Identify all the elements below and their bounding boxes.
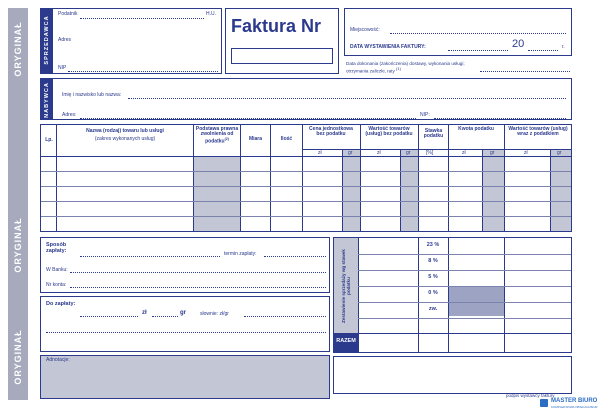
- notes-label: Adnotacje:: [46, 357, 70, 363]
- to-pay-zl: zł: [142, 310, 147, 316]
- seller-vat-mark: H.U.: [206, 11, 216, 17]
- seller-address-label: Adres: [58, 37, 72, 43]
- rates-row-3: [358, 286, 571, 287]
- notes-box: [40, 355, 330, 399]
- delivery-date-note: [346, 61, 478, 74]
- payment-method-line[interactable]: [80, 256, 220, 257]
- payment-method-label: Sposób zapłaty:: [46, 242, 67, 254]
- tax-zl: zł: [462, 150, 466, 156]
- rates-col-side: [358, 238, 359, 352]
- total-label: RAZEM: [336, 338, 356, 344]
- col-sub-net-value: [400, 149, 401, 231]
- brand-logo-text: MASTER BIURO: [551, 398, 598, 404]
- header-exemption-mark: (2): [224, 136, 229, 141]
- header-bottom-line: [41, 156, 571, 157]
- issue-date-line[interactable]: [448, 50, 508, 51]
- issue-year-suffix: r.: [562, 44, 565, 50]
- issue-date-label: DATA WYSTAWIENIA FAKTURY:: [350, 44, 426, 50]
- gross-gr-shade: [550, 149, 571, 231]
- delivery-date-note-text: Data dokonania (zakończenia) dostawy, wykonania usługi; otrzymania zaliczki, raty: [346, 61, 465, 74]
- rates-row-4: [358, 302, 571, 303]
- bank-label: W Banku:: [46, 267, 68, 273]
- rates-row-5: [358, 318, 571, 319]
- net-value-zl: zł: [377, 150, 381, 156]
- rate-8: 8 %: [428, 258, 438, 264]
- unit-price-gr-shade: [342, 149, 360, 231]
- buyer-box: [40, 78, 572, 120]
- buyer-nip-line[interactable]: [434, 118, 566, 119]
- rate-23: 23 %: [426, 242, 440, 248]
- header-net-value: Wartość towarów (usług) bez podatku: [365, 126, 413, 138]
- to-pay-words-label: słownie: zł/gr: [200, 311, 229, 317]
- to-pay-label: Do zapłaty:: [46, 301, 76, 307]
- header-name: Nazwa (rodzaj) towaru lub usługi: [86, 128, 164, 134]
- tax-gr: gr: [490, 150, 495, 156]
- to-pay-box: [40, 296, 330, 352]
- rates-total-line: [334, 333, 571, 334]
- tax-gr-shade: [482, 149, 504, 231]
- rates-row-2: [358, 270, 571, 271]
- buyer-name-label: Imię i nazwisko lub nazwa:: [62, 92, 122, 98]
- signature-box[interactable]: [333, 356, 572, 394]
- header-tax-amount: Kwota podatku: [458, 126, 494, 132]
- buyer-nip-label: NIP:: [420, 112, 430, 118]
- zero-rate-tax-shade: [449, 286, 504, 316]
- buyer-section-label: NABYWCA: [44, 82, 50, 118]
- col-sub-gross: [550, 149, 551, 231]
- header-lp: Lp.: [45, 137, 53, 143]
- row-line-2: [41, 186, 571, 187]
- to-pay-words-line[interactable]: [244, 316, 326, 317]
- rate-percent: [%]: [426, 150, 434, 156]
- header-qty: Ilość: [280, 136, 293, 142]
- net-value-gr-shade: [400, 149, 418, 231]
- buyer-name-line[interactable]: [128, 98, 566, 99]
- header-unit-price: Cena jednostkowa bez podatku: [309, 126, 353, 138]
- col-sub-tax: [482, 149, 483, 231]
- seller-section-label: SPRZEDAWCA: [44, 15, 50, 65]
- delivery-date-line[interactable]: [480, 71, 570, 72]
- row-line-4: [41, 216, 571, 217]
- to-pay-gr: gr: [180, 310, 186, 316]
- issue-year-line[interactable]: [528, 50, 558, 51]
- seller-nip-line[interactable]: [68, 71, 218, 72]
- payment-due-line[interactable]: [264, 256, 326, 257]
- buyer-address-line[interactable]: [80, 118, 416, 119]
- subheader-line: [302, 149, 571, 150]
- rates-row-1: [358, 254, 571, 255]
- place-line[interactable]: [390, 33, 566, 34]
- net-value-gr: gr: [406, 150, 411, 156]
- rates-col-tax: [504, 238, 505, 352]
- bank-line[interactable]: [70, 272, 326, 273]
- seller-nip-label: NIP: [58, 65, 67, 71]
- gross-zl: zł: [524, 150, 528, 156]
- to-pay-zl-line[interactable]: [80, 316, 138, 317]
- rates-col-rate-right: [448, 238, 449, 352]
- header-rate: Stawka podatku: [423, 128, 444, 140]
- issue-year-prefix: 20: [512, 38, 525, 50]
- payment-due-label: termin zapłaty:: [224, 251, 257, 257]
- row-line-3: [41, 201, 571, 202]
- rates-col-rate-left: [418, 238, 419, 352]
- place-label: Miejscowość:: [350, 27, 380, 33]
- brand-logo-icon: [540, 399, 548, 407]
- unit-price-zl: zł: [318, 150, 322, 156]
- rate-5: 5 %: [428, 274, 438, 280]
- header-unit: Miara: [248, 136, 263, 142]
- to-pay-gr-line[interactable]: [152, 316, 178, 317]
- account-line[interactable]: [70, 287, 326, 288]
- header-exemption-text: Podstawa prawna zwolnienia od podatku: [195, 126, 239, 145]
- delivery-date-note-mark: (1): [396, 65, 401, 71]
- row-line-1: [41, 171, 571, 172]
- header-exemption: [195, 127, 239, 144]
- gross-gr: gr: [557, 150, 562, 156]
- exemption-column-shade: [193, 156, 240, 231]
- invoice-title: Faktura Nr: [231, 16, 322, 36]
- to-pay-words-line-2[interactable]: [46, 332, 326, 333]
- unit-price-gr: gr: [348, 150, 353, 156]
- seller-name-line: [80, 18, 204, 19]
- col-sub-unit-price: [342, 149, 343, 231]
- brand-logo-tagline: KOMPLEKSOWA OBSŁUGA BIUR: [551, 405, 598, 409]
- rates-summary-side-label: Zestawienie sprzedaży wg stawek podatku: [340, 249, 351, 323]
- stripe-label-bottom: ORYGINAŁ: [13, 329, 23, 385]
- header-name-sub: (zakres wykonanych usług): [94, 136, 156, 142]
- rate-exempt: zw.: [428, 306, 438, 312]
- invoice-number-field[interactable]: [231, 48, 333, 64]
- stripe-label-middle: ORYGINAŁ: [13, 217, 23, 273]
- header-gross-value: Wartość towarów (usług) wraz z podatkiem: [508, 126, 568, 138]
- seller-name-label: Podatnik: [58, 11, 78, 17]
- rate-0: 0 %: [428, 290, 438, 296]
- buyer-address-label: Adres:: [62, 112, 77, 118]
- stripe-label-top: ORYGINAŁ: [13, 21, 23, 77]
- signature-label: podpis wystawcy faktury: [506, 393, 555, 398]
- account-label: Nr konta:: [46, 282, 67, 288]
